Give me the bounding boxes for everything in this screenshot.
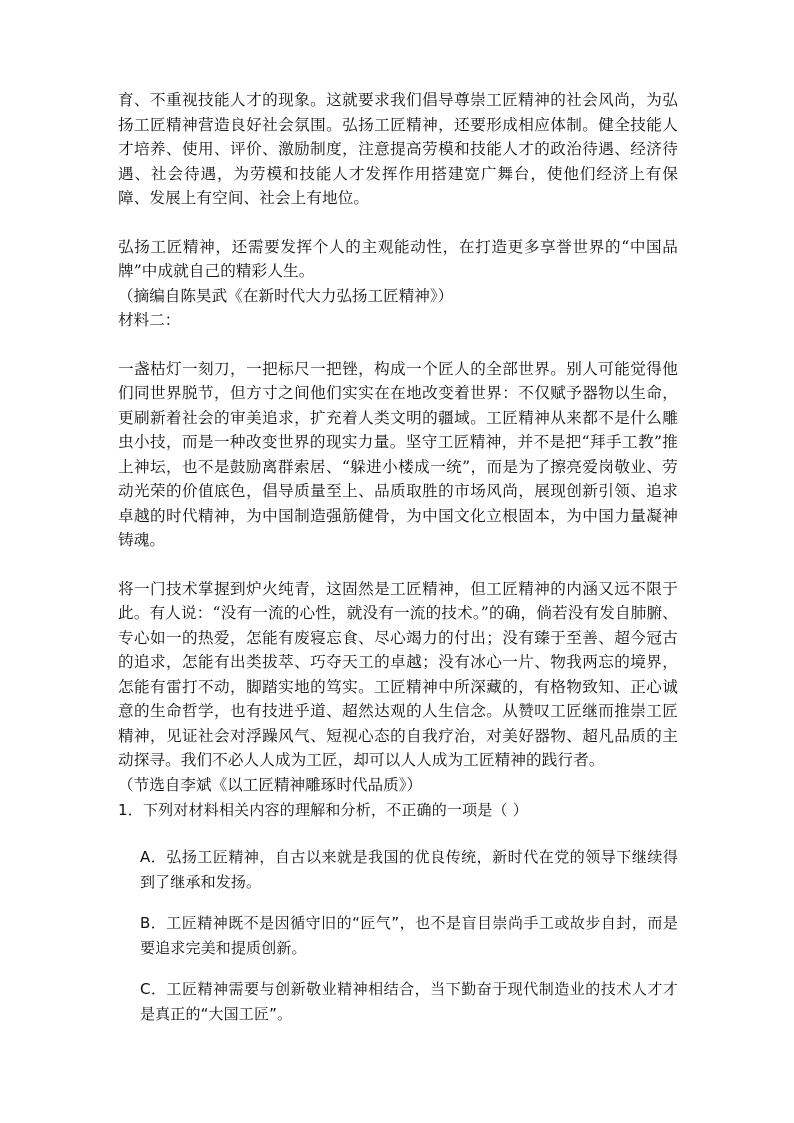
source-citation: （摘编自陈昊武《在新时代大力弘扬工匠精神》） [118, 286, 454, 305]
source-citation: （节选自李斌《以工匠精神雕琢时代品质》） [118, 775, 423, 794]
body-paragraph: 育、不重视技能人才的现象。这就要求我们倡导尊崇工匠精神的社会风尚，为弘扬工匠精神营造良好社会氛围。弘扬工匠精神，还要形成相应体制。健全技能人才培养、使用、评价、激励制度，注意提高劳模和技能人才的政治待遇、经济待遇、社会待遇，为劳模和技能人才发挥作用搭建宽广舞台，使他们经济上有保障、发展上有空间、社会上有地位。 [118, 91, 678, 207]
question-options [118, 845, 678, 1027]
option-c: C．工匠精神需要与创新敬业精神相结合，当下勤奋于现代制造业的技术人才才是真正的“大国工匠”。 [140, 980, 678, 1023]
body-paragraph: 弘扬工匠精神，还需要发挥个人的主观能动性，在打造更多享誉世界的“中国品牌”中成就自己的精彩人生。 [118, 237, 678, 280]
material-heading: 材料二： [118, 311, 181, 329]
question-stem: 1．下列对材料相关内容的理解和分析，不正确的一项是（ ） [118, 801, 528, 819]
option-b: B．工匠精神既不是因循守旧的“匠气”，也不是盲目崇尚手工或故步自封，而是要追求完美和提质创新。 [140, 914, 678, 957]
body-paragraph: 一盏枯灯一刻刀，一把标尺一把锉，构成一个匠人的全部世界。别人可能觉得他们同世界脱节，但方寸之间他们实实在在地改变着世界：不仅赋予器物以生命，更刷新着社会的审美追求，扩充着人类文明的疆域。工匠精神从来都不是什么雕虫小技，而是一种改变世界的现实力量。坚守工匠精神，并不是把“拜手工教”推上神坛，也不是鼓励离群索居、“躲进小楼成一统”，而是为了擦亮爱岗敬业、劳动光荣的价值底色，倡导质量至上、品质取胜的市场风尚，展现创新引领、追求卓越的时代精神，为中国制造强筋健骨，为中国文化立根固本，为中国力量凝神铸魂。 [118, 359, 678, 549]
document-page [118, 88, 678, 1027]
option-a: A．弘扬工匠精神，自古以来就是我国的优良传统，新时代在党的领导下继续得到了继承和发扬。 [140, 848, 678, 891]
body-paragraph: 将一门技术掌握到炉火纯青，这固然是工匠精神，但工匠精神的内涵又远不限于此。有人说：“没有一流的心性，就没有一流的技术。”的确，倘若没有发自肺腑、专心如一的热爱，怎能有废寝忘食、尽心竭力的付出；没有臻于至善、超今冠古的追求，怎能有出类拔萃、巧夺天工的卓越；没有冰心一片、物我两忘的境界，怎能有雷打不动，脚踏实地的笃实。工匠精神中所深藏的，有格物致知、正心诚意的生命哲学，也有技进乎道、超然达观的人生信念。从赞叹工匠继而推崇工匠精神，见证社会对浮躁风气、短视心态的自我疗治，对美好器物、超凡品质的主动探寻。我们不必人人成为工匠，却可以人人成为工匠精神的践行者。 [118, 579, 678, 769]
